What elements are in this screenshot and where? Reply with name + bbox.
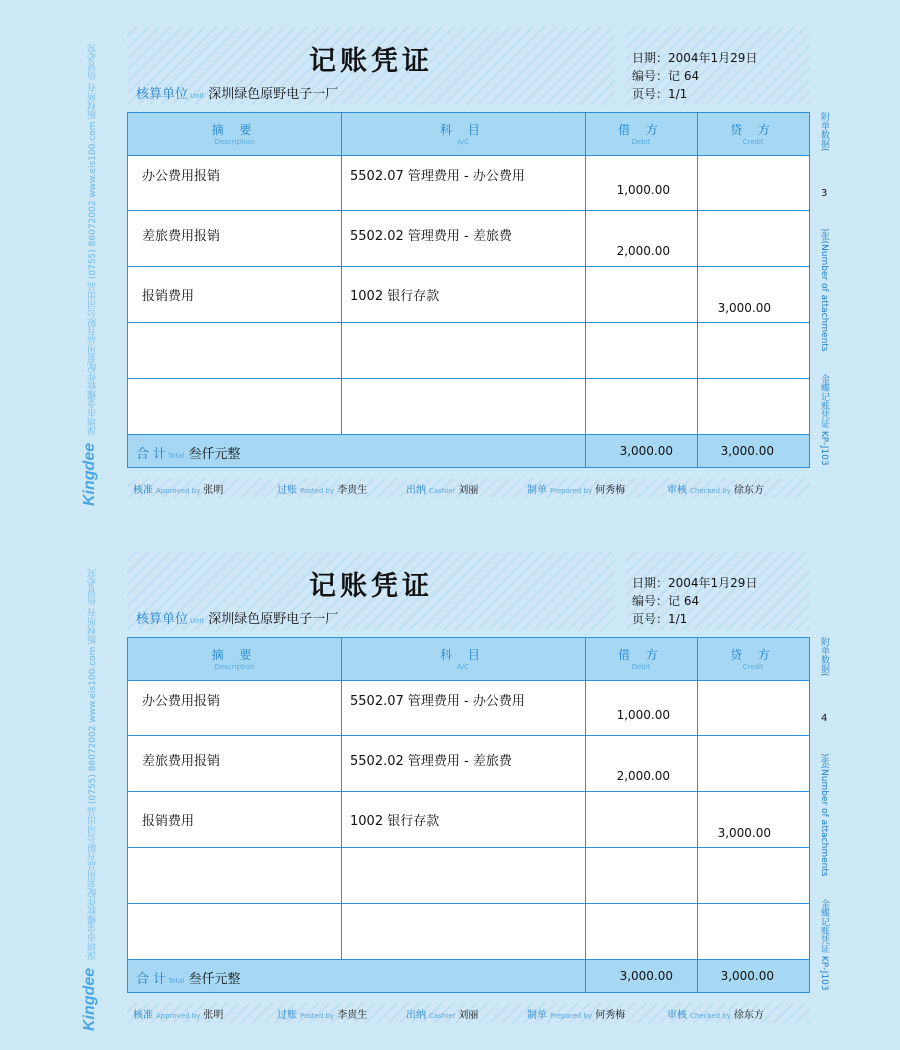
- sign-posted: 过账 Posted by 李贵生: [277, 1010, 368, 1021]
- attach-label-top: 附单数据(: [819, 112, 829, 152]
- row-credit: 3,000.00: [717, 826, 771, 840]
- table-header: [128, 638, 809, 681]
- header-debit: 借 方 Debit: [618, 648, 664, 671]
- header-credit: 贷 方 Credit: [730, 123, 776, 146]
- info-panel: [626, 27, 810, 105]
- header-account: 科 目 A/C: [440, 123, 486, 146]
- total-words: 叁仟元整: [188, 447, 241, 462]
- row-debit: 1,000.00: [616, 183, 670, 197]
- date-line: 日期：2004年1月29日: [632, 576, 758, 590]
- total-label-group: [136, 968, 241, 987]
- attach-count: 4: [821, 713, 828, 724]
- sign-cashier: 出纳 Cashier 刘丽: [406, 485, 479, 496]
- voucher-title: 记账凭证: [309, 46, 433, 77]
- publisher-text: 深圳市金蝶软件配套用品有限公司出品 (0755) 86072002 www.eis100.com 版权所有 仿冒必究: [88, 568, 98, 960]
- signature-bar: [127, 478, 810, 498]
- total-words: 叁仟元整: [188, 972, 241, 987]
- attach-label-bottom: )张(Number of attachments: [819, 228, 829, 352]
- header-credit: 贷 方 Credit: [730, 648, 776, 671]
- row-account: 5502.07 管理费用 - 办公费用: [350, 169, 525, 184]
- row-debit: 1,000.00: [616, 708, 670, 722]
- unit-row: [136, 83, 338, 102]
- voucher-title: 记账凭证: [309, 571, 433, 602]
- voucher: [0, 525, 900, 1031]
- title-panel: [127, 552, 615, 630]
- unit-label: 核算单位: [136, 87, 189, 102]
- number-line: 编号：记 64: [632, 594, 700, 608]
- row-description: 报销费用: [142, 289, 195, 304]
- total-label-group: [136, 443, 241, 462]
- row-debit: 2,000.00: [616, 244, 670, 258]
- row-description: 差旅费用报销: [142, 229, 221, 244]
- header-description: 摘 要 Description: [211, 123, 258, 146]
- kingdee-logo: Kingdee: [81, 442, 98, 506]
- table-header: [128, 113, 809, 156]
- row-description: 报销费用: [142, 814, 195, 829]
- right-side-text: [818, 112, 834, 472]
- unit-name: 深圳绿色原野电子一厂: [208, 612, 339, 627]
- row-account: 5502.02 管理费用 - 差旅费: [350, 229, 512, 244]
- sign-approved: 核准 Approved by 张明: [133, 1010, 224, 1021]
- unit-name: 深圳绿色原野电子一厂: [208, 87, 339, 102]
- total-label-en: Total: [168, 452, 185, 460]
- page-line: 页号：1/1: [632, 612, 688, 626]
- row-account: 5502.07 管理费用 - 办公费用: [350, 694, 525, 709]
- row-description: 办公费用报销: [142, 169, 221, 184]
- row-account: 1002 银行存款: [350, 289, 440, 304]
- unit-row: [136, 608, 338, 627]
- attach-count: 3: [821, 188, 828, 199]
- entries-table: [127, 112, 810, 468]
- sign-prepared: 制单 Prepared by 何秀梅: [527, 485, 626, 496]
- total-credit: 3,000.00: [720, 444, 774, 458]
- header-description: 摘 要 Description: [211, 648, 258, 671]
- header-debit: 借 方 Debit: [618, 123, 664, 146]
- signature-bar: [127, 1003, 810, 1023]
- sign-prepared: 制单 Prepared by 何秀梅: [527, 1010, 626, 1021]
- unit-label: 核算单位: [136, 612, 189, 627]
- date-line: 日期：2004年1月29日: [632, 51, 758, 65]
- kingdee-logo: Kingdee: [81, 967, 98, 1031]
- form-code: 金蝶记账凭证 KP-J103: [819, 374, 829, 466]
- total-debit: 3,000.00: [619, 969, 673, 983]
- row-debit: 2,000.00: [616, 769, 670, 783]
- row-credit: 3,000.00: [717, 301, 771, 315]
- right-side-text: [818, 637, 834, 997]
- title-panel: [127, 27, 615, 105]
- info-panel: [626, 552, 810, 630]
- sign-posted: 过账 Posted by 李贵生: [277, 485, 368, 496]
- row-account: 1002 银行存款: [350, 814, 440, 829]
- publisher-side-text: [86, 540, 100, 1030]
- voucher: [0, 0, 900, 506]
- number-line: 编号：记 64: [632, 69, 700, 83]
- total-label: 合 计: [136, 972, 167, 987]
- total-label: 合 计: [136, 447, 167, 462]
- form-code: 金蝶记账凭证 KP-J103: [819, 899, 829, 991]
- row-description: 办公费用报销: [142, 694, 221, 709]
- entries-table: [127, 637, 810, 993]
- sign-checked: 审核 Checked by 徐东方: [667, 1010, 764, 1021]
- row-account: 5502.02 管理费用 - 差旅费: [350, 754, 512, 769]
- publisher-text: 深圳市金蝶软件配套用品有限公司出品 (0755) 86072002 www.eis100.com 版权所有 仿冒必究: [88, 43, 98, 435]
- attach-label-bottom: )张(Number of attachments: [819, 753, 829, 877]
- unit-label-en: Unit: [190, 617, 205, 625]
- row-description: 差旅费用报销: [142, 754, 221, 769]
- header-account: 科 目 A/C: [440, 648, 486, 671]
- sign-checked: 审核 Checked by 徐东方: [667, 485, 764, 496]
- attach-label-top: 附单数据(: [819, 637, 829, 677]
- publisher-side-text: [86, 15, 100, 505]
- total-label-en: Total: [168, 977, 185, 985]
- sign-approved: 核准 Approved by 张明: [133, 485, 224, 496]
- page-line: 页号：1/1: [632, 87, 688, 101]
- sign-cashier: 出纳 Cashier 刘丽: [406, 1010, 479, 1021]
- unit-label-en: Unit: [190, 92, 205, 100]
- total-debit: 3,000.00: [619, 444, 673, 458]
- total-row: [128, 434, 809, 467]
- total-row: [128, 959, 809, 992]
- total-credit: 3,000.00: [720, 969, 774, 983]
